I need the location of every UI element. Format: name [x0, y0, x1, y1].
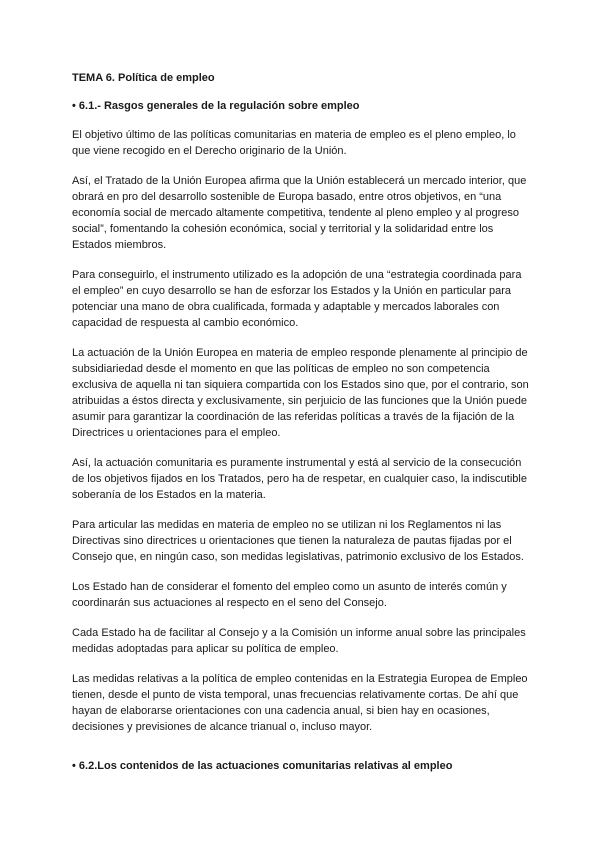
paragraph-9: Las medidas relativas a la política de empleo contenidas en la Estrategia Europea de Empleo tienen, desde el punto de vista temporal, unas frecuencias relativamente cortas. De ahí que hayan de elaborarse orientaciones con una cadencia anual, si bien hay en ocasiones, decisiones y previsiones de alcance trianual o, incluso mayor.	[72, 673, 528, 733]
paragraph-1: El objetivo último de las políticas comunitarias en materia de empleo es el pleno empleo, lo que viene recogido en el Derecho originario de la Unión.	[72, 129, 516, 157]
paragraph-5: Así, la actuación comunitaria es puramente instrumental y está al servicio de la consecución de los objetivos fijados en los Tratados, pero ha de respetar, en cualquier caso, la indiscutible soberanía de los Estados en la materia.	[72, 457, 527, 501]
document-body	[72, 70, 530, 774]
paragraph-7: Los Estado han de considerar el fomento del empleo como un asunto de interés común y coordinarán sus actuaciones al respecto en el seno del Consejo.	[72, 581, 507, 609]
document-title: TEMA 6. Política de empleo	[72, 72, 215, 84]
paragraph-4: La actuación de la Unión Europea en materia de empleo responde plenamente al principio de subsidiariedad desde el momento en que las políticas de empleo no son competencia exclusiva de aquella ni tan siquiera compartida con los Estados sino que, por el contrario, son atribuidas a éstos directa y exclusivamente, sin perjuicio de las funciones que la Unión puede asumir para garantizar la coordinación de las referidas políticas a través de la fijación de la Directrices u orientaciones para el empleo.	[72, 347, 529, 439]
paragraph-8: Cada Estado ha de facilitar al Consejo y a la Comisión un informe anual sobre las principales medidas adoptadas para aplicar su política de empleo.	[72, 627, 526, 655]
paragraph-2: Así, el Tratado de la Unión Europea afirma que la Unión establecerá un mercado interior, que obrará en pro del desarrollo sostenible de Europa basado, entre otros objetivos, en “una economía social de mercado altamente competitiva, tendente al pleno empleo y al progreso social”, fomentando la cohesión económica, social y territorial y la solidaridad entre los Estados miembros.	[72, 175, 527, 251]
section-heading-6-1: • 6.1.- Rasgos generales de la regulación sobre empleo	[72, 100, 360, 112]
paragraph-6: Para articular las medidas en materia de empleo no se utilizan ni los Reglamentos ni las Directivas sino directrices u orientaciones que tienen la naturaleza de pautas fijadas por el Consejo que, en ningún caso, son medidas legislativas, patrimonio exclusivo de los Estados.	[72, 519, 524, 563]
paragraph-3: Para conseguirlo, el instrumento utilizado es la adopción de una “estrategia coordinada para el empleo” en cuyo desarrollo se han de esforzar los Estados y la Unión en particular para potenciar una mano de obra cualificada, formada y adaptable y mercados laborales con capacidad de respuesta al cambio económico.	[72, 269, 522, 329]
section-heading-6-2: • 6.2.Los contenidos de las actuaciones comunitarias relativas al empleo	[72, 760, 453, 772]
